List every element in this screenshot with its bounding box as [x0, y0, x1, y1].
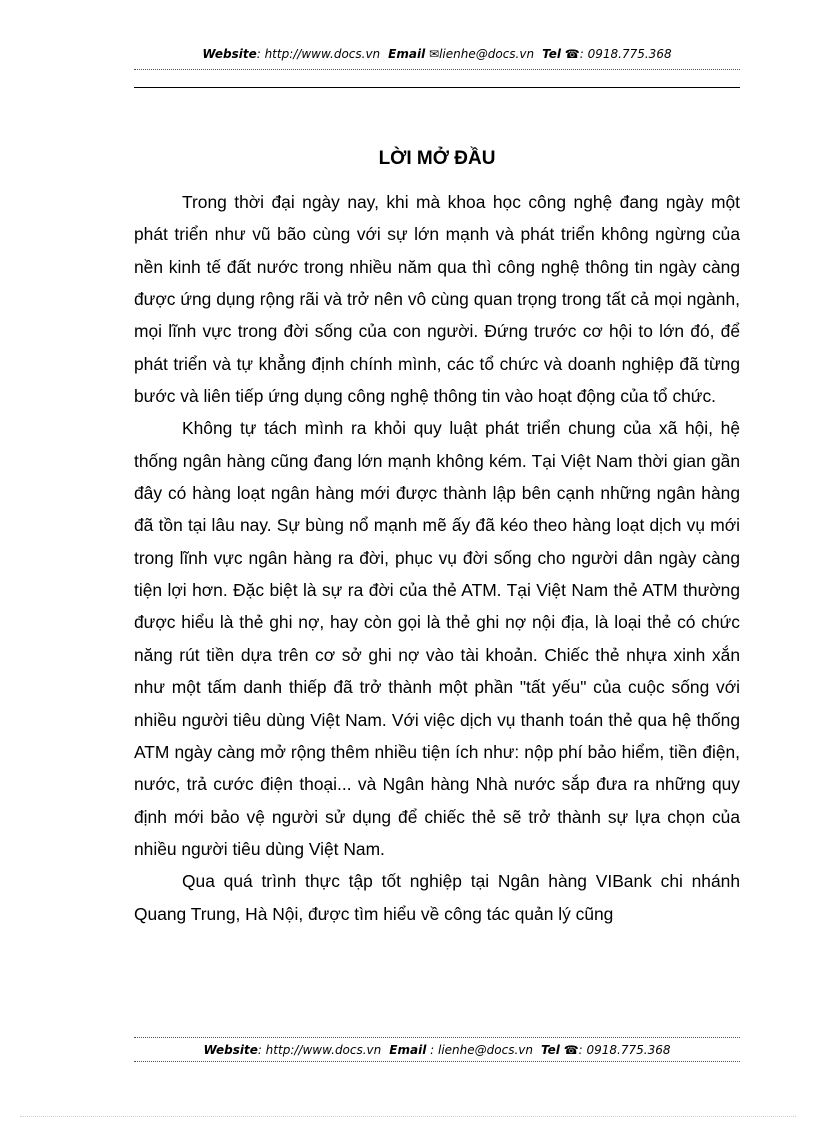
footer-website-label: Website: [203, 1043, 258, 1057]
header-divider-solid: [134, 87, 740, 88]
paragraph-1: Trong thời đại ngày nay, khi mà khoa học công nghệ đang ngày một phát triển như vũ bão cùng với sự lớn mạnh và phát triển không ngừng của nền kinh tế đất nước trong nhiều năm qua thì công nghệ thông tin ngày càng được ứng dụng rộng rãi và trở nên vô cùng quan trọng trong tất cả mọi ngành, mọi lĩnh vực trong đời sống của con người. Đứng trước cơ hội to lớn đó, để phát triển và tự khẳng định chính mình, các tổ chức và doanh nghiệp đã từng bước và liên tiếp ứng dụng công nghệ thông tin vào hoạt động của tổ chức.: [134, 192, 740, 407]
footer-tel-label: Tel: [540, 1043, 560, 1057]
document-body: [134, 186, 740, 930]
telephone-icon: ☎: [563, 1043, 579, 1057]
footer-email-label: Email: [389, 1043, 427, 1057]
footer-tel-value: : 0918.775.368: [578, 1043, 671, 1057]
footer-divider-bottom: [134, 1061, 740, 1062]
header-divider-dotted: [134, 69, 740, 70]
telephone-icon: ☎: [564, 47, 580, 61]
header-email-link[interactable]: lienhe@docs.vn: [439, 47, 535, 61]
page-header: [134, 47, 740, 61]
header-tel-label: Tel: [542, 47, 561, 61]
footer-website-link[interactable]: : http://www.docs.vn: [257, 1043, 382, 1057]
header-email-label: Email: [388, 47, 426, 61]
footer-email-link[interactable]: : lienhe@docs.vn: [430, 1043, 533, 1057]
paragraph-2: Không tự tách mình ra khỏi quy luật phát triển chung của xã hội, hệ thống ngân hàng cũng đang lớn mạnh không kém. Tại Việt Nam thời gian gần đây có hàng loạt ngân hàng mới được thành lập bên cạnh những ngân hàng đã tồn tại lâu nay. Sự bùng nổ mạnh mẽ ấy đã kéo theo hàng loạt dịch vụ mới trong lĩnh vực ngân hàng ra đời, phục vụ đời sống cho người dân ngày càng tiện lợi hơn. Đặc biệt là sự ra đời của thẻ ATM. Tại Việt Nam thẻ ATM thường được hiểu là thẻ ghi nợ, hay còn gọi là thẻ ghi nợ nội địa, là loại thẻ có chức năng rút tiền dựa trên cơ sở ghi nợ vào tài khoản. Chiếc thẻ nhựa xinh xắn như một tấm danh thiếp đã trở thành một phần "tất yếu" của cuộc sống với nhiều người tiêu dùng Việt Nam. Với việc dịch vụ thanh toán thẻ qua hệ thống ATM ngày càng mở rộng thêm nhiều tiện ích như: nộp phí bảo hiểm, tiền điện, nước, trả cước điện thoại... và Ngân hàng Nhà nước sắp đưa ra những quy định mới bảo vệ người sử dụng để chiếc thẻ sẽ trở thành sự lựa chọn của nhiều người tiêu dùng Việt Nam.: [134, 418, 740, 859]
paragraph-3: Qua quá trình thực tập tốt nghiệp tại Ngân hàng VIBank chi nhánh Quang Trung, Hà Nội, được tìm hiểu về công tác quản lý cũng: [134, 871, 740, 924]
page-title: LỜI MỞ ĐẦU: [378, 148, 496, 169]
page-footer: [134, 1043, 740, 1057]
header-website-link[interactable]: : http://www.docs.vn: [256, 47, 381, 61]
page-edge-dots: [20, 1116, 796, 1117]
footer-divider-dotted: [134, 1037, 740, 1038]
header-website-label: Website: [202, 47, 257, 61]
header-tel-value: : 0918.775.368: [579, 47, 672, 61]
envelope-icon: ✉: [429, 47, 440, 61]
